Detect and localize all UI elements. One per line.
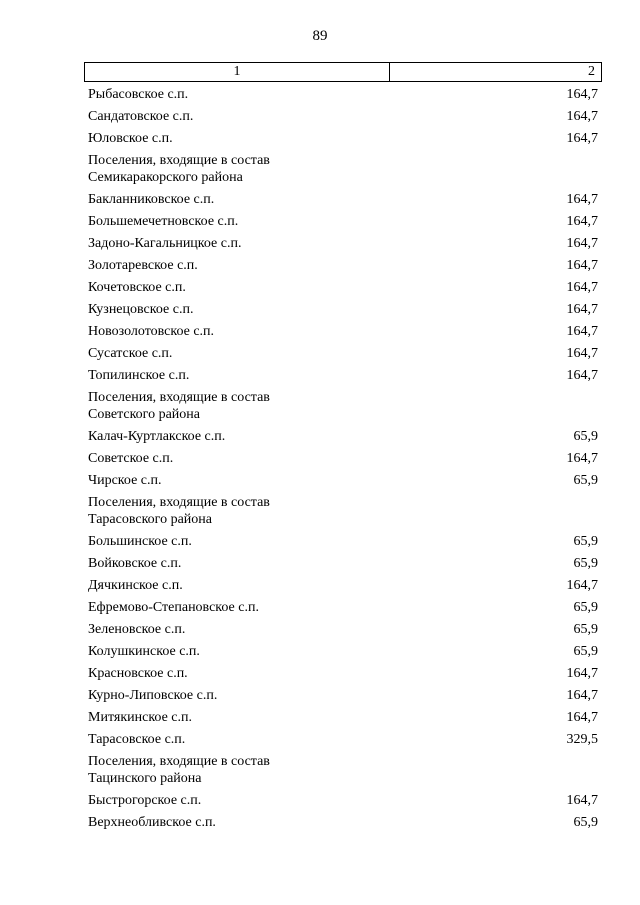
table-row bbox=[88, 323, 598, 340]
settlement-value: 65,9 bbox=[573, 600, 598, 615]
settlement-name: Калач-Куртлакское с.п. bbox=[88, 429, 226, 444]
table-row bbox=[88, 130, 598, 147]
settlement-value: 164,7 bbox=[566, 214, 598, 229]
page-number: 89 bbox=[312, 28, 328, 44]
settlement-value: 65,9 bbox=[573, 815, 598, 830]
group-heading-row bbox=[88, 494, 598, 528]
table-row bbox=[88, 709, 598, 726]
settlement-value: 164,7 bbox=[566, 346, 598, 361]
settlement-name: Курно-Липовское с.п. bbox=[88, 688, 218, 703]
settlement-value: 164,7 bbox=[566, 688, 598, 703]
group-heading-row bbox=[88, 389, 598, 423]
settlement-value: 164,7 bbox=[566, 710, 598, 725]
table-row bbox=[88, 533, 598, 550]
group-heading-row bbox=[88, 152, 598, 186]
settlement-name: Красновское с.п. bbox=[88, 666, 188, 681]
table-row bbox=[88, 555, 598, 572]
settlement-name: Топилинское с.п. bbox=[88, 368, 190, 383]
table-row bbox=[88, 191, 598, 208]
settlement-value: 65,9 bbox=[573, 429, 598, 444]
group-heading: Поселения, входящие в состав Тацинского района bbox=[88, 754, 270, 786]
settlement-name: Большинское с.п. bbox=[88, 534, 192, 549]
settlements-list bbox=[88, 86, 598, 836]
table-row bbox=[88, 577, 598, 594]
table-row bbox=[88, 257, 598, 274]
settlement-name: Рыбасовское с.п. bbox=[88, 87, 189, 102]
table-row bbox=[88, 345, 598, 362]
settlement-name: Юловское с.п. bbox=[88, 131, 173, 146]
settlement-value: 164,7 bbox=[566, 280, 598, 295]
settlement-name: Задоно-Кагальницкое с.п. bbox=[88, 236, 242, 251]
settlement-name: Кочетовское с.п. bbox=[88, 280, 186, 295]
settlement-name: Сусатское с.п. bbox=[88, 346, 173, 361]
table-row bbox=[88, 472, 598, 489]
settlement-name: Золотаревское с.п. bbox=[88, 258, 198, 273]
settlement-value: 329,5 bbox=[566, 732, 598, 747]
table-row bbox=[88, 731, 598, 748]
settlement-value: 164,7 bbox=[566, 236, 598, 251]
table-row bbox=[88, 279, 598, 296]
header-col-1: 1 bbox=[85, 63, 390, 81]
group-heading: Поселения, входящие в состав Семикаракорского района bbox=[88, 153, 270, 185]
settlement-name: Чирское с.п. bbox=[88, 473, 162, 488]
table-row bbox=[88, 792, 598, 809]
settlement-value: 164,7 bbox=[566, 258, 598, 273]
settlement-value: 65,9 bbox=[573, 644, 598, 659]
settlement-name: Сандатовское с.п. bbox=[88, 109, 194, 124]
settlement-name: Быстрогорское с.п. bbox=[88, 793, 202, 808]
settlement-value: 164,7 bbox=[566, 578, 598, 593]
settlement-value: 164,7 bbox=[566, 368, 598, 383]
header-col-2: 2 bbox=[588, 64, 595, 79]
settlement-name: Кузнецовское с.п. bbox=[88, 302, 194, 317]
settlement-name: Дячкинское с.п. bbox=[88, 578, 183, 593]
settlement-name: Ефремово-Степановское с.п. bbox=[88, 600, 259, 615]
settlement-name: Бакланниковское с.п. bbox=[88, 192, 215, 207]
settlement-name: Тарасовское с.п. bbox=[88, 732, 186, 747]
settlement-value: 164,7 bbox=[566, 131, 598, 146]
settlement-value: 164,7 bbox=[566, 192, 598, 207]
settlement-value: 65,9 bbox=[573, 534, 598, 549]
table-row bbox=[88, 687, 598, 704]
group-heading-row bbox=[88, 753, 598, 787]
table-row bbox=[88, 235, 598, 252]
settlement-name: Зеленовское с.п. bbox=[88, 622, 186, 637]
settlement-value: 164,7 bbox=[566, 324, 598, 339]
table-row bbox=[88, 450, 598, 467]
table-row bbox=[88, 301, 598, 318]
table-row bbox=[88, 814, 598, 831]
settlement-value: 164,7 bbox=[566, 451, 598, 466]
settlement-value: 65,9 bbox=[573, 556, 598, 571]
settlement-name: Войковское с.п. bbox=[88, 556, 182, 571]
table-row bbox=[88, 665, 598, 682]
settlement-value: 164,7 bbox=[566, 109, 598, 124]
settlement-value: 164,7 bbox=[566, 87, 598, 102]
table-row bbox=[88, 108, 598, 125]
settlement-value: 164,7 bbox=[566, 666, 598, 681]
settlement-value: 164,7 bbox=[566, 793, 598, 808]
settlement-name: Митякинское с.п. bbox=[88, 710, 192, 725]
settlement-name: Колушкинское с.п. bbox=[88, 644, 200, 659]
group-heading: Поселения, входящие в состав Советского района bbox=[88, 390, 270, 422]
table-header bbox=[84, 62, 602, 82]
table-row bbox=[88, 367, 598, 384]
table-row bbox=[88, 643, 598, 660]
table-row bbox=[88, 621, 598, 638]
table-row bbox=[88, 86, 598, 103]
settlement-value: 65,9 bbox=[573, 622, 598, 637]
settlement-value: 65,9 bbox=[573, 473, 598, 488]
settlement-name: Верхнеобливское с.п. bbox=[88, 815, 216, 830]
settlement-name: Большемечетновское с.п. bbox=[88, 214, 239, 229]
settlement-name: Новозолотовское с.п. bbox=[88, 324, 215, 339]
group-heading: Поселения, входящие в состав Тарасовского района bbox=[88, 495, 270, 527]
table-row bbox=[88, 599, 598, 616]
settlement-name: Советское с.п. bbox=[88, 451, 174, 466]
table-row bbox=[88, 213, 598, 230]
table-row bbox=[88, 428, 598, 445]
settlement-value: 164,7 bbox=[566, 302, 598, 317]
